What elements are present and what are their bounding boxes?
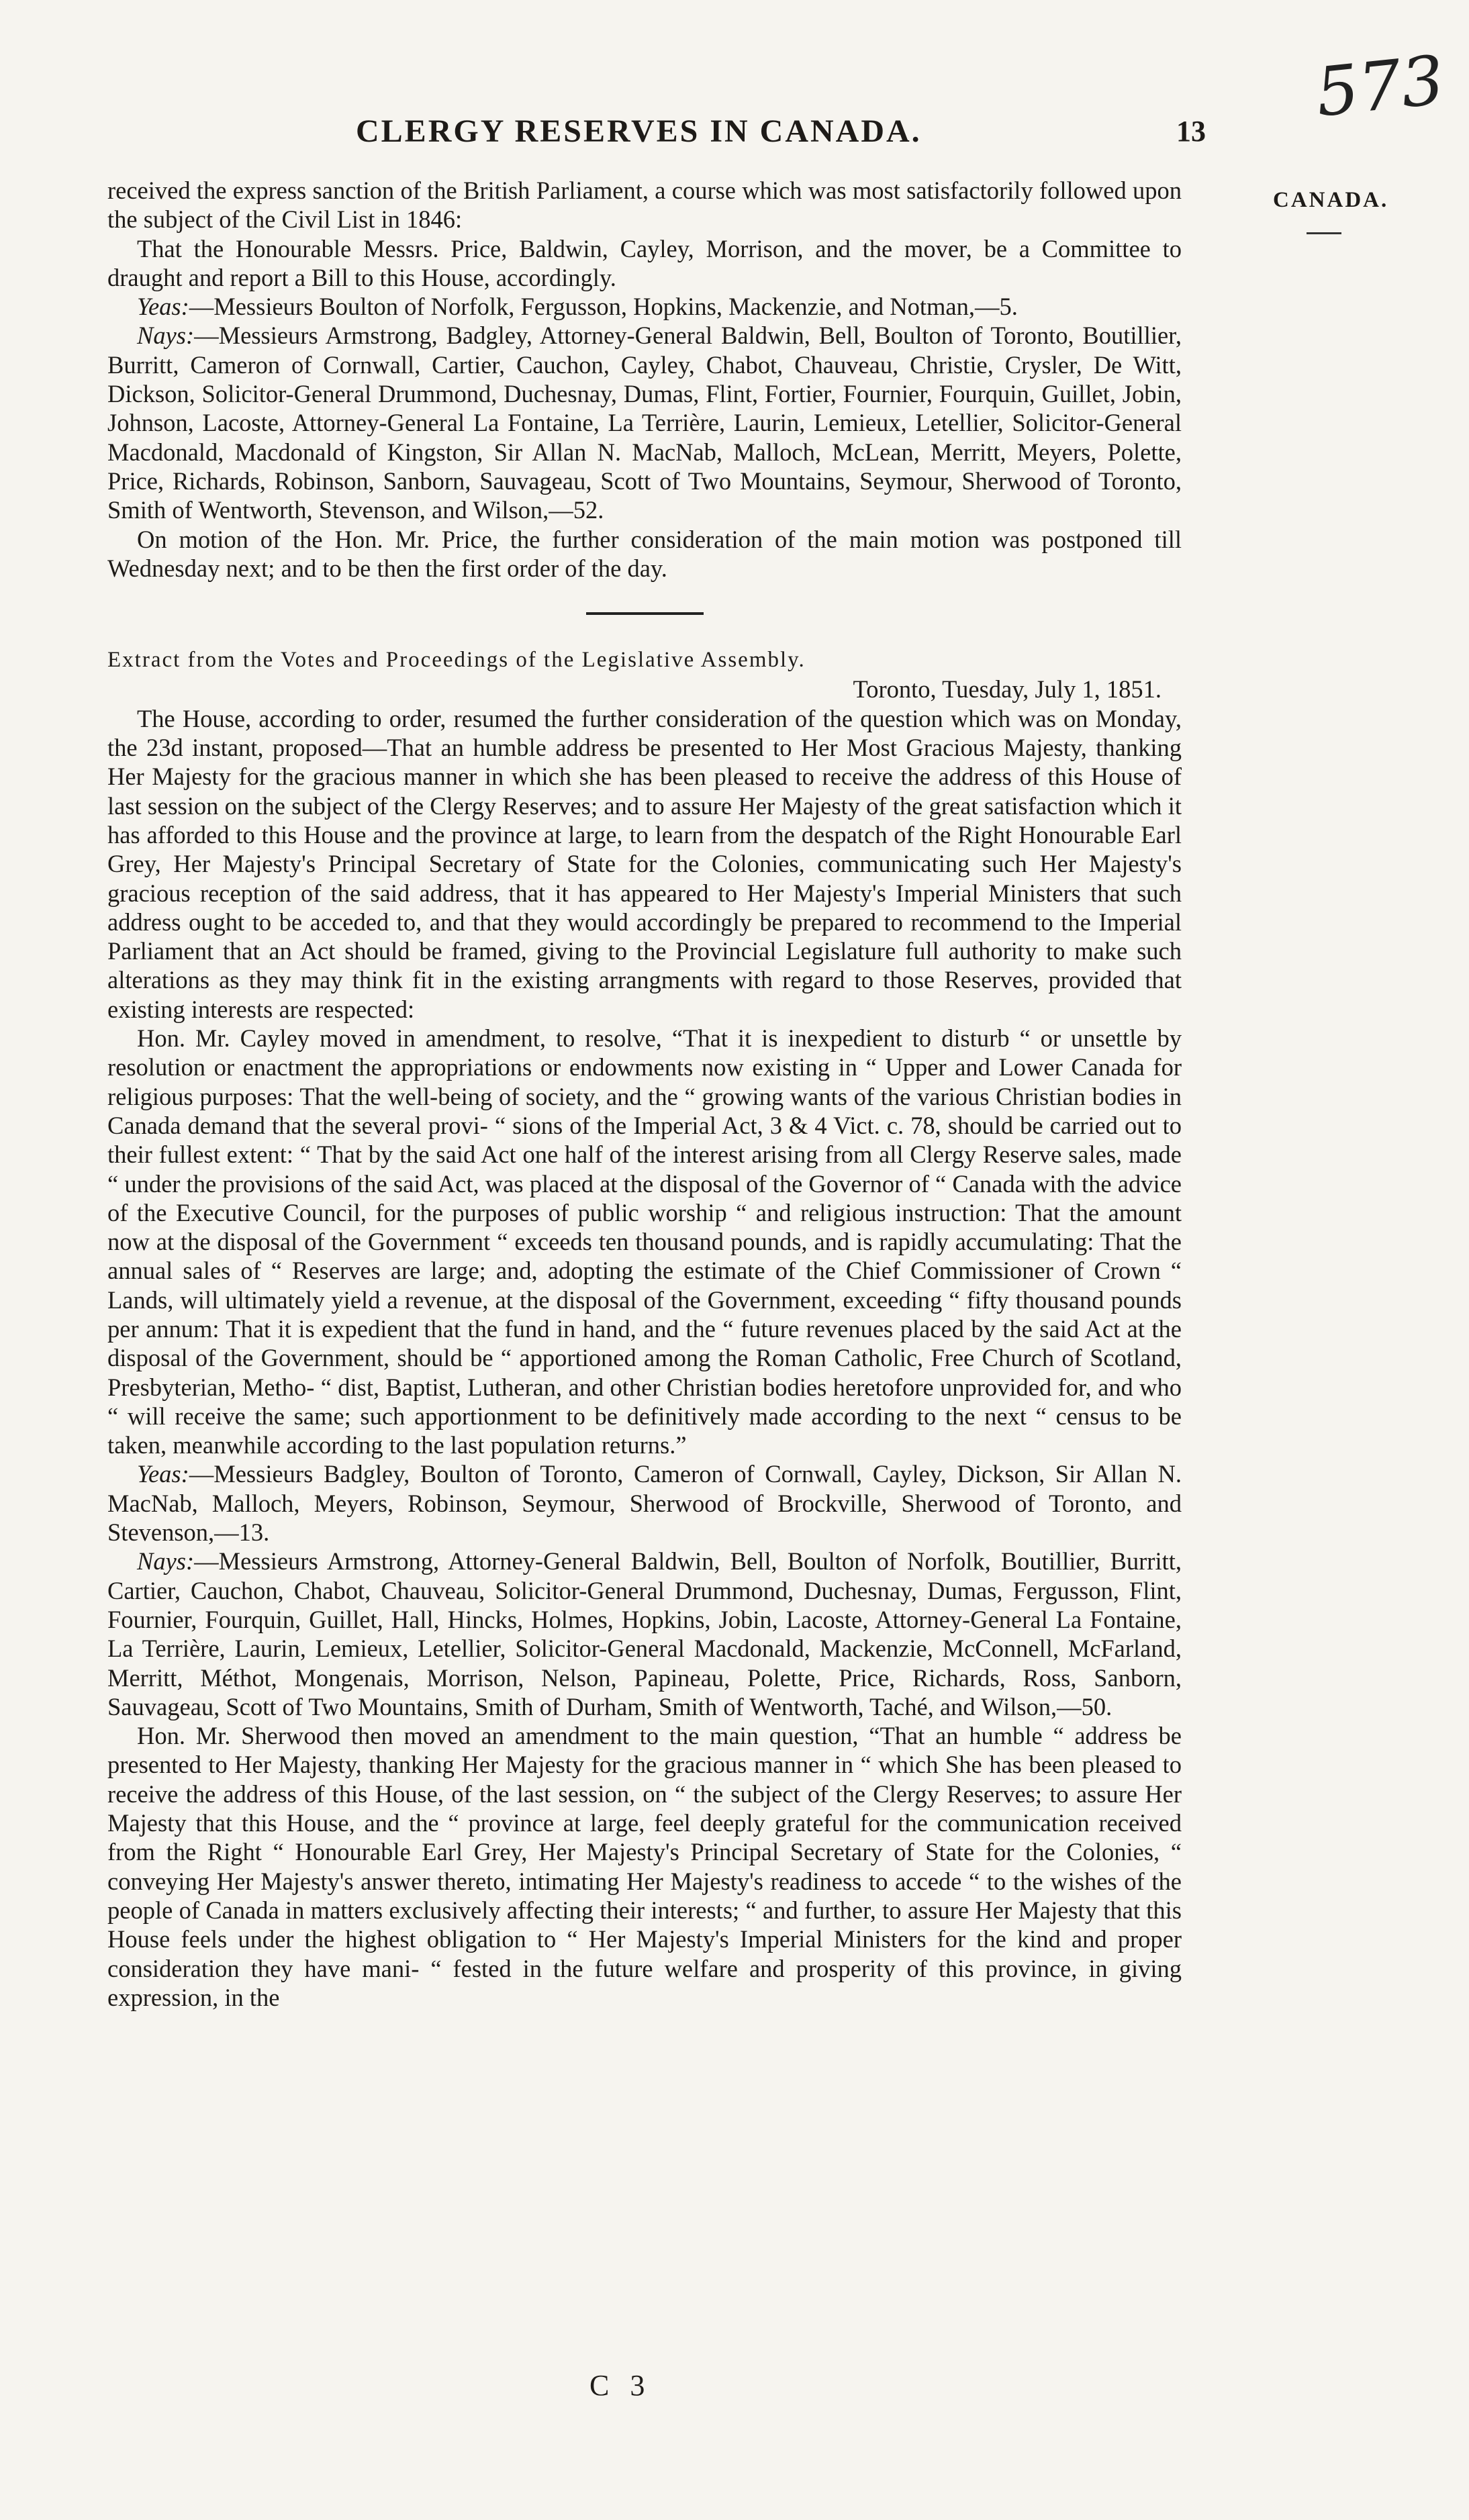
page-number: 13	[1176, 115, 1206, 148]
body-text	[107, 176, 1182, 2012]
signature-mark: C 3	[589, 2369, 652, 2402]
nays-vote-2	[107, 1547, 1182, 1721]
date-line: Toronto, Tuesday, July 1, 1851.	[853, 675, 1162, 704]
yeas-label: Yeas:	[137, 293, 189, 321]
running-head: CLERGY RESERVES IN CANADA.	[356, 113, 922, 149]
yeas-label: Yeas:	[137, 1460, 189, 1488]
extract-heading: Extract from the Votes and Proceedings of the Legislative Assembly.	[107, 648, 806, 673]
paragraph-committee: That the Honourable Messrs. Price, Baldwin, Cayley, Morrison, and the mover, be a Committee to draught and report a Bill to this House, accordingly.	[107, 234, 1182, 291]
yeas-vote-1	[107, 292, 1182, 321]
margin-note: CANADA.	[1273, 188, 1389, 212]
paragraph-postponed: On motion of the Hon. Mr. Price, the further consideration of the main motion was postponed till Wednesday next; and to be then the first order of the day.	[107, 525, 1182, 582]
yeas-names: —Messieurs Boulton of Norfolk, Fergusson, Hopkins, Mackenzie, and Notman,—5.	[189, 293, 1018, 321]
margin-rule	[1307, 232, 1341, 234]
nays-names: —Messieurs Armstrong, Attorney-General Baldwin, Bell, Boulton of Norfolk, Boutillier, Burritt, Cartier, Cauchon, Chabot, Chauveau, Solicitor-General Drummond, Duchesnay, Dumas, Fergusson, Flint, Fournier, Fourquin, Guillet, Hall, Hincks, Holmes, Hopkins, Jobin, Lacoste, Attorney-General La Fontaine, La Terrière, Laurin, Lemieux, Letellier, Solicitor-General Macdonald, Mackenzie, McConnell, McFarland, Merritt, Méthot, Mongenais, Morrison, Nelson, Papineau, Polette, Price, Richards, Ross, Sanborn, Sauvageau, Scott of Two Mountains, Smith of Durham, Smith of Wentworth, Taché, and Wilson,—50.	[107, 1547, 1182, 1721]
yeas-vote-2	[107, 1459, 1182, 1547]
nays-label: Nays:	[137, 1547, 195, 1576]
paragraph-continued: received the express sanction of the British Parliament, a course which was most satisfactorily followed upon the subject of the Civil List in 1846:	[107, 177, 1182, 234]
section-divider	[586, 612, 704, 615]
paragraph-house-resumed: The House, according to order, resumed the further consideration of the question which was on Monday, the 23d instant, proposed—That an humble address be presented to Her Most Gracious Majesty, thanking Her Majesty for the gracious manner in which she has been pleased to receive the address of this House of last session on the subject of the Clergy Reserves; and to assure Her Majesty of the great satisfaction which it has afforded to this House and the province at large, to learn from the despatch of the Right Honourable Earl Grey, Her Majesty's Principal Secretary of State for the Colonies, communicating such Her Majesty's gracious reception of the said address, that it has appeared to Her Majesty's Imperial Ministers that such address ought to be acceded to, and that they would accordingly be prepared to recommend to the Imperial Parliament that an Act should be framed, giving to the Provincial Legislature full authority to make such alterations as they may think fit in the existing arrangments with regard to those Reserves, provided that existing interests are respected:	[107, 704, 1182, 1023]
paragraph-sherwood-amendment: Hon. Mr. Sherwood then moved an amendment to the main question, “That an humble “ address be presented to Her Majesty, thanking Her Majesty for the gracious manner in “ which She has been pleased to receive the address of this House, of the last session, on “ the subject of the Clergy Reserves; to assure Her Majesty that this House, and the “ province at large, feel deeply grateful for the communication received from the Right “ Honourable Earl Grey, Her Majesty's Principal Secretary of State for the Colonies, “ conveying Her Majesty's answer thereto, intimating Her Majesty's readiness to accede “ to the wishes of the people of Canada in matters exclusively affecting their interests; “ and further, to assure Her Majesty that this House feels under the highest obligation to “ Her Majesty's Imperial Ministers for the kind and proper consideration they have mani- “ fested in the future welfare and prosperity of this province, in giving expression, in the	[107, 1722, 1182, 2011]
nays-label: Nays:	[137, 322, 195, 350]
handwritten-folio-number: 573	[1312, 40, 1448, 132]
paragraph-cayley-amendment: Hon. Mr. Cayley moved in amendment, to resolve, “That it is inexpedient to disturb “ or unsettle by resolution or enactment the appropriations or endowments now existing in “ Upper and Lower Canada for religious purposes: That the well-being of society, and the “ growing wants of the various Christian bodies in Canada demand that the several provi- “ sions of the Imperial Act, 3 & 4 Vict. c. 78, should be carried out to their fullest extent: “ That by the said Act one half of the interest arising from all Clergy Reserve sales, made “ under the provisions of the said Act, was placed at the disposal of the Governor of “ Canada with the advice of the Executive Council, for the purposes of public worship “ and religious instruction: That the amount now at the disposal of the Government “ exceeds ten thousand pounds, and is rapidly accumulating: That the annual sales of “ Reserves are large; and, adopting the estimate of the Chief Commissioner of Crown “ Lands, will ultimately yield a revenue, at the disposal of the Government, exceeding “ fifty thousand pounds per annum: That it is expedient that the fund in hand, and the “ future revenues placed by the said Act at the disposal of the Government, should be “ apportioned among the Roman Catholic, Free Church of Scotland, Presbyterian, Metho- “ dist, Baptist, Lutheran, and other Christian bodies heretofore unprovided for, and who “ will receive the same; such apportionment to be definitively made according to the next “ census to be taken, meanwhile according to the last population returns.”	[107, 1024, 1182, 1459]
nays-vote-1	[107, 321, 1182, 524]
yeas-names: —Messieurs Badgley, Boulton of Toronto, Cameron of Cornwall, Cayley, Dickson, Sir Allan N. MacNab, Malloch, Meyers, Robinson, Seymour, Sherwood of Brockville, Sherwood of Toronto, and Stevenson,—13.	[107, 1460, 1182, 1547]
nays-names: —Messieurs Armstrong, Badgley, Attorney-General Baldwin, Bell, Boulton of Toronto, Boutillier, Burritt, Cameron of Cornwall, Cartier, Cauchon, Cayley, Chabot, Chauveau, Christie, Crysler, De Witt, Dickson, Solicitor-General Drummond, Duchesnay, Dumas, Flint, Fortier, Fournier, Fourquin, Guillet, Jobin, Johnson, Lacoste, Attorney-General La Fontaine, La Terrière, Laurin, Lemieux, Letellier, Solicitor-General Macdonald, Macdonald of Kingston, Sir Allan N. MacNab, Malloch, McLean, Merritt, Meyers, Polette, Price, Richards, Robinson, Sanborn, Sauvageau, Scott of Two Mountains, Seymour, Sherwood of Toronto, Smith of Wentworth, Stevenson, and Wilson,—52.	[107, 322, 1182, 524]
